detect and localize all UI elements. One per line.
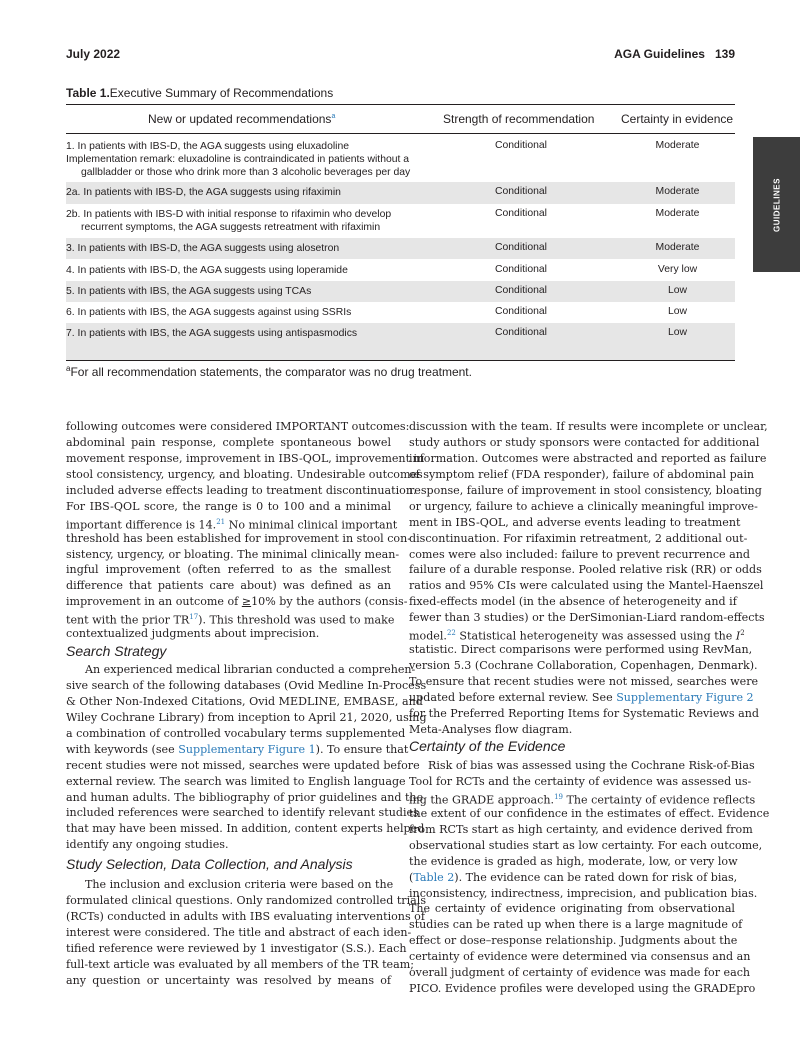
paragraph-certainty: Risk of bias was assessed using the Cochrane Risk-of-Bias Tool for RCTs and the certainty of evidence was assessed us- ing the GRADE approach.$^{19}$ The certainty of evidence reflects the extent of our confidence in the estimates of effect. Evidence from RCTs start as high certainty, and evidence derived from observational studies start as low certainty. For each outcome, the evidence is graded as high, moderate, low, or very low (Table 2). The evidence can be rated down for risk of bias, inconsistency, indirectness, imprecision, and publication bias. The certainty of evidence originating from observational studies can be rated up when there is a large magnitude of effect or dose–response relationship. Judgments about the certainty of evidence were determined via consensus and an overall judgment of certainty of evidence was made for each PICO. Evidence profiles were developed using the GRADEpro	[409, 759, 770, 996]
header-journal-page: AGA Guidelines 139	[614, 47, 735, 61]
table-caption	[66, 86, 333, 100]
paragraph-study-selection: The inclusion and exclusion criteria were based on the formulated clinical questions. Only randomized controlled trials (RCTs) conducted in adults with IBS evaluating interventions of interest were considered. The title and abstract of each iden- tified reference were reviewed by 1 investigator (S.S.). Each full-text article was evaluated by all members of the TR team; any question or uncertainty was resolved by means of	[66, 878, 427, 987]
header-date: July 2022	[66, 47, 121, 61]
table-row: 5. In patients with IBS, the AGA suggests using TCAs Conditional Low	[66, 281, 735, 302]
table-2-link[interactable]: Table 2	[413, 870, 455, 884]
table-header-row	[66, 105, 735, 134]
table-row: 7. In patients with IBS, the AGA suggests using antispasmodics Conditional Low	[66, 323, 735, 360]
table-row: 6. In patients with IBS, the AGA suggests against using SSRIs Conditional Low	[66, 306, 688, 318]
citation-19[interactable]: 19	[554, 792, 563, 801]
citation-22[interactable]: 22	[446, 629, 456, 638]
heading-certainty-of-evidence: Certainty of the Evidence	[409, 738, 566, 754]
table-caption-text: Executive Summary of Recommendations	[109, 86, 334, 100]
left-column	[66, 419, 427, 987]
supplementary-figure-2-link[interactable]: Supplementary Figure 2	[616, 690, 754, 704]
table-row: 3. In patients with IBS-D, the AGA suggests using alosetron Conditional Moderate	[66, 238, 735, 259]
heading-search-strategy: Search Strategy	[66, 643, 167, 659]
table-row: 1. In patients with IBS-D, the AGA suggests using eluxadoline Implementation remark: eluxadoline is contraindicated in patients without a gallbladder or those who drink more than 3 alcoholic beverages per day Conditional Moderate	[66, 140, 700, 178]
right-column	[409, 419, 770, 996]
citation-17[interactable]: 17	[189, 613, 199, 622]
table-row: 4. In patients with IBS-D, the AGA suggests using loperamide Conditional Very low	[66, 264, 698, 276]
paragraph-data-collection: discussion with the team. If results were incomplete or unclear, study authors or study sponsors were contacted for additional information. Outcomes were abstracted and reported as failure of symptom relief (FDA responder), failure of abdominal pain response, failure of improvement in stool consistency, bloating or urgency, failure to achieve a clinically meaningful improve- ment in IBS-QOL, and adverse events leading to treatment discontinuation. For rifaximin retreatment, 2 additional out- comes were also included: failure to prevent recurrence and failure of a durable response. Pooled relative risk (RR) or odds ratios and 95% CIs were calculated using the Mantel-Haenszel fixed-effects model (in the absence of heterogeneity and if fewer than 3 studies) or the DerSimonian-Liard random-effects model.$^{22}$ Statistical heterogeneity was assessed using the $I^2$ statistic. Direct comparisons were performed using RevMan, version 5.3 (Cochrane Collaboration, Copenhagen, Denmark). To ensure that recent studies were not missed, searches were updated before external review. See Supplementary Figure 2 for the Preferred Reporting Items for Systematic Reviews and Meta-Analyses flow diagram.	[409, 420, 768, 736]
col-header-strength: Strength of recommendation	[443, 112, 595, 126]
supplementary-figure-1-link[interactable]: Supplementary Figure 1	[178, 742, 316, 756]
paragraph-outcomes: following outcomes were considered IMPORTANT outcomes: abdominal pain response, complete spontaneous bowel movement response, improvement in IBS-QOL, improvement in stool consistency, urgency, and bloating. Undesirable outcomes included adverse effects leading to treatment discontinuation. For IBS-QOL score, the range is 0 to 100 and a minimal important difference is 14.21 No minimal clinical important threshold has been established for improvement in stool con- sistency, urgency, or bloating. The minimal clinically mean- ingful improvement (often referred to as the smallest difference that patients care about) was defined as an improvement in an outcome of ≥10% by the authors (consis- tent with the prior TR$^{17}$). This threshold was used to make contextualized judgments about imprecision.	[66, 420, 425, 641]
table-row: 2a. In patients with IBS-D, the AGA suggests using rifaximin Conditional Moderate	[66, 182, 735, 204]
table-caption-label: Table 1.	[66, 86, 110, 100]
section-side-tab	[753, 137, 800, 272]
citation-21[interactable]: 21	[216, 517, 226, 526]
running-header	[66, 47, 735, 65]
col-header-recommendations: New or updated recommendations$^a$	[148, 112, 336, 126]
col-header-certainty: Certainty in evidence	[621, 112, 734, 126]
table-row: 2b. In patients with IBS-D with initial response to rifaximin who develop recurrent symptoms, the AGA suggests retreatment with rifaximin Conditional Moderate	[66, 208, 700, 233]
table-footnote: $^a$For all recommendation statements, the comparator was no drug treatment.	[66, 364, 472, 379]
table-bottom-rule	[66, 360, 735, 361]
heading-study-selection: Study Selection, Data Collection, and Analysis	[66, 856, 353, 872]
paragraph-search: An experienced medical librarian conducted a comprehen- sive search of the following databases (Ovid Medline In-Process & Other Non-Indexed Citations, Ovid MEDLINE, EMBASE, and Wiley Cochrane Library) from inception to April 21, 2020, using a combination of controlled vocabulary terms supplemented with keywords (see Supplementary Figure 1). To ensure that recent studies were not missed, searches were updated before external review. The search was limited to English language and human adults. The bibliography of prior guidelines and the included references were searched to identify relevant studies that may have been missed. In addition, content experts helped identify any ongoing studies.	[66, 663, 427, 852]
side-tab-label: GUIDELINES	[772, 177, 781, 232]
